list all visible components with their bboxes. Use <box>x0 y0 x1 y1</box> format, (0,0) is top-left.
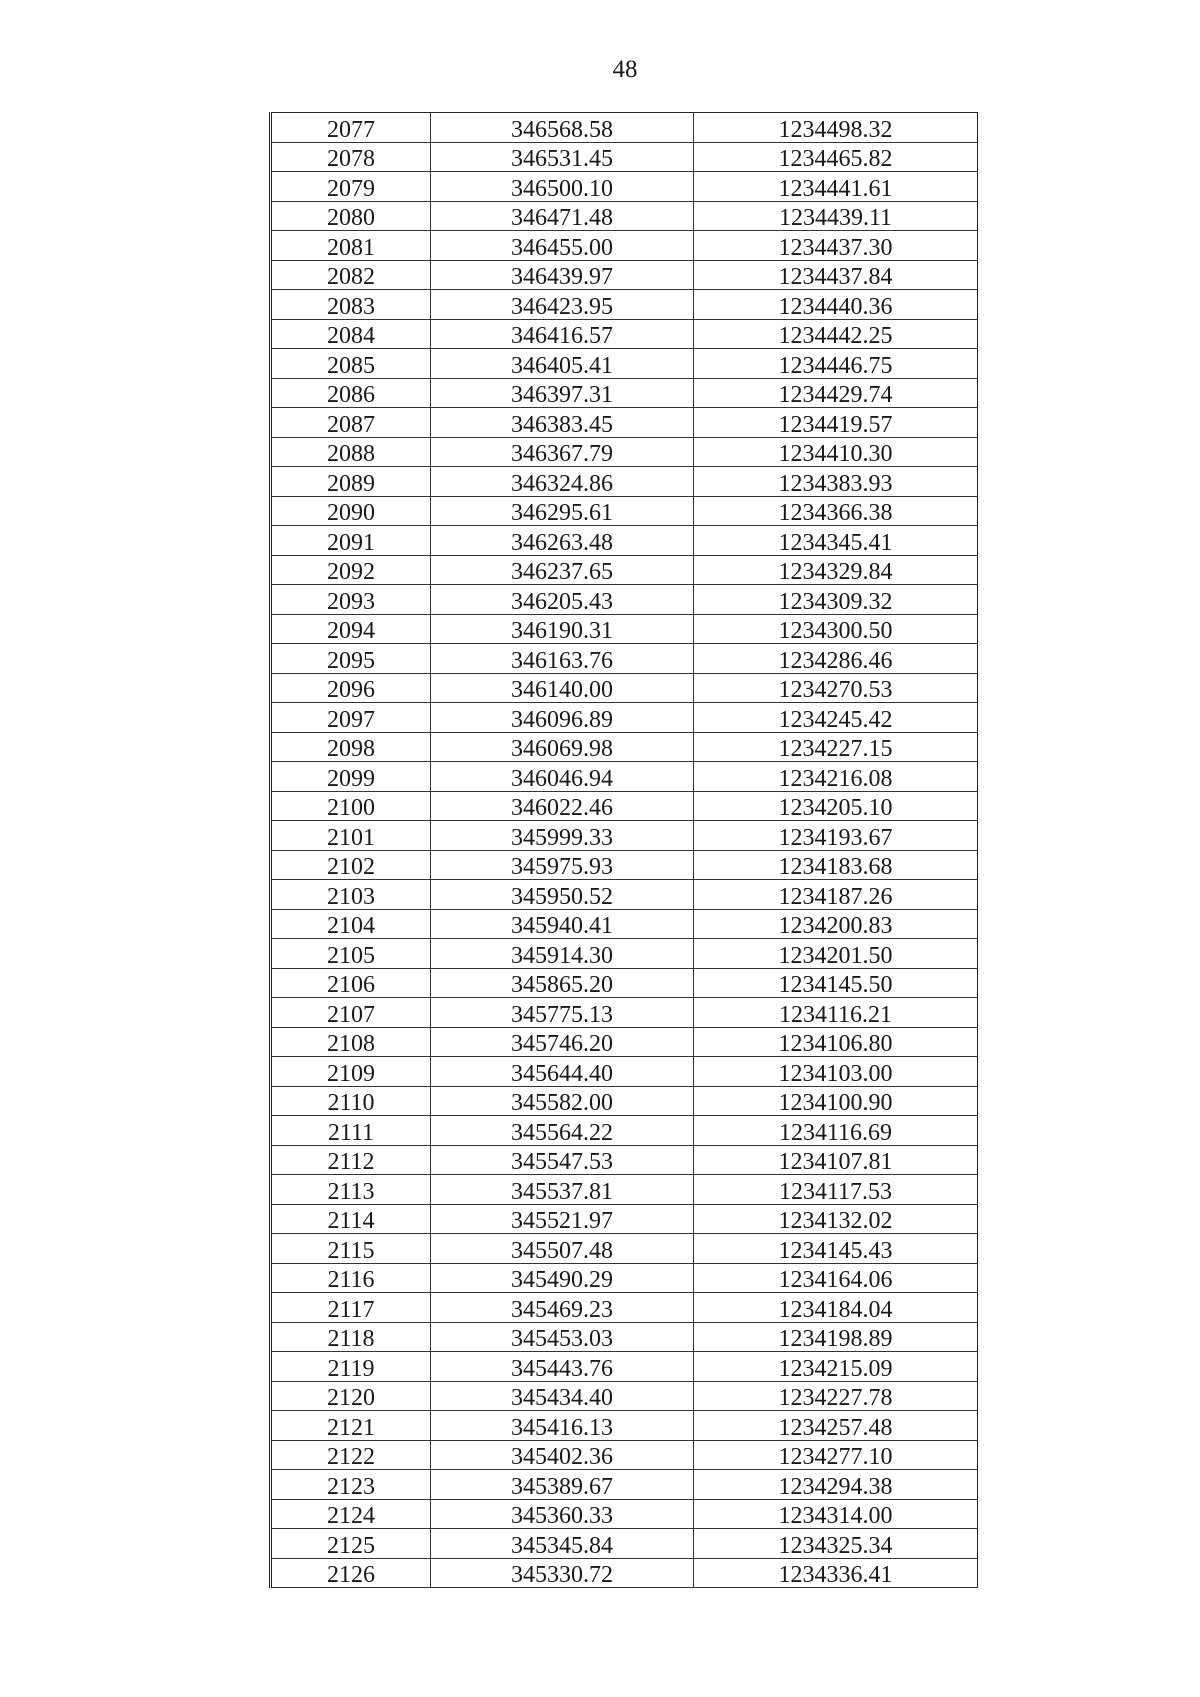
x-coordinate-cell: 346163.76 <box>431 644 694 674</box>
y-coordinate-cell: 1234200.83 <box>694 909 978 939</box>
point-number-cell: 2124 <box>271 1499 431 1529</box>
point-number-cell: 2097 <box>271 703 431 733</box>
table-row <box>271 1470 978 1500</box>
y-coordinate-cell: 1234309.32 <box>694 585 978 615</box>
point-number-cell: 2110 <box>271 1086 431 1116</box>
x-coordinate-cell: 346423.95 <box>431 290 694 320</box>
point-number-cell: 2116 <box>271 1263 431 1293</box>
table-row <box>271 408 978 438</box>
y-coordinate-cell: 1234205.10 <box>694 791 978 821</box>
y-coordinate-cell: 1234329.84 <box>694 555 978 585</box>
y-coordinate-cell: 1234193.67 <box>694 821 978 851</box>
y-coordinate-cell: 1234439.11 <box>694 201 978 231</box>
table-row <box>271 1145 978 1175</box>
y-coordinate-cell: 1234116.21 <box>694 998 978 1028</box>
y-coordinate-cell: 1234437.84 <box>694 260 978 290</box>
point-number-cell: 2081 <box>271 231 431 261</box>
point-number-cell: 2078 <box>271 142 431 172</box>
y-coordinate-cell: 1234187.26 <box>694 880 978 910</box>
y-coordinate-cell: 1234245.42 <box>694 703 978 733</box>
y-coordinate-cell: 1234103.00 <box>694 1057 978 1087</box>
x-coordinate-cell: 345582.00 <box>431 1086 694 1116</box>
point-number-cell: 2095 <box>271 644 431 674</box>
table-row <box>271 1529 978 1559</box>
y-coordinate-cell: 1234215.09 <box>694 1352 978 1382</box>
point-number-cell: 2108 <box>271 1027 431 1057</box>
y-coordinate-cell: 1234116.69 <box>694 1116 978 1146</box>
point-number-cell: 2125 <box>271 1529 431 1559</box>
point-number-cell: 2126 <box>271 1558 431 1588</box>
x-coordinate-cell: 346531.45 <box>431 142 694 172</box>
x-coordinate-cell: 346439.97 <box>431 260 694 290</box>
x-coordinate-cell: 346455.00 <box>431 231 694 261</box>
point-number-cell: 2121 <box>271 1411 431 1441</box>
point-number-cell: 2122 <box>271 1440 431 1470</box>
table-row <box>271 850 978 880</box>
point-number-cell: 2082 <box>271 260 431 290</box>
x-coordinate-cell: 346190.31 <box>431 614 694 644</box>
table-row <box>271 1234 978 1264</box>
y-coordinate-cell: 1234106.80 <box>694 1027 978 1057</box>
point-number-cell: 2111 <box>271 1116 431 1146</box>
point-number-cell: 2093 <box>271 585 431 615</box>
x-coordinate-cell: 345914.30 <box>431 939 694 969</box>
table-row <box>271 260 978 290</box>
table-row <box>271 1499 978 1529</box>
point-number-cell: 2115 <box>271 1234 431 1264</box>
y-coordinate-cell: 1234117.53 <box>694 1175 978 1205</box>
x-coordinate-cell: 345416.13 <box>431 1411 694 1441</box>
point-number-cell: 2084 <box>271 319 431 349</box>
table-row <box>271 998 978 1028</box>
x-coordinate-cell: 345564.22 <box>431 1116 694 1146</box>
table-row <box>271 172 978 202</box>
table-row <box>271 1204 978 1234</box>
x-coordinate-cell: 346295.61 <box>431 496 694 526</box>
y-coordinate-cell: 1234314.00 <box>694 1499 978 1529</box>
y-coordinate-cell: 1234441.61 <box>694 172 978 202</box>
x-coordinate-cell: 345330.72 <box>431 1558 694 1588</box>
x-coordinate-cell: 345537.81 <box>431 1175 694 1205</box>
table-row <box>271 968 978 998</box>
table-row <box>271 1558 978 1588</box>
table-row <box>271 585 978 615</box>
y-coordinate-cell: 1234429.74 <box>694 378 978 408</box>
point-number-cell: 2086 <box>271 378 431 408</box>
point-number-cell: 2098 <box>271 732 431 762</box>
table-row <box>271 1027 978 1057</box>
coordinates-table-body <box>271 113 978 1588</box>
point-number-cell: 2104 <box>271 909 431 939</box>
x-coordinate-cell: 345644.40 <box>431 1057 694 1087</box>
y-coordinate-cell: 1234107.81 <box>694 1145 978 1175</box>
point-number-cell: 2123 <box>271 1470 431 1500</box>
table-row <box>271 319 978 349</box>
point-number-cell: 2090 <box>271 496 431 526</box>
table-row <box>271 555 978 585</box>
table-row <box>271 880 978 910</box>
point-number-cell: 2100 <box>271 791 431 821</box>
x-coordinate-cell: 345940.41 <box>431 909 694 939</box>
table-row <box>271 644 978 674</box>
y-coordinate-cell: 1234498.32 <box>694 113 978 143</box>
table-row <box>271 437 978 467</box>
x-coordinate-cell: 346046.94 <box>431 762 694 792</box>
y-coordinate-cell: 1234132.02 <box>694 1204 978 1234</box>
y-coordinate-cell: 1234145.50 <box>694 968 978 998</box>
y-coordinate-cell: 1234442.25 <box>694 319 978 349</box>
x-coordinate-cell: 345389.67 <box>431 1470 694 1500</box>
x-coordinate-cell: 345975.93 <box>431 850 694 880</box>
x-coordinate-cell: 345865.20 <box>431 968 694 998</box>
y-coordinate-cell: 1234184.04 <box>694 1293 978 1323</box>
x-coordinate-cell: 346324.86 <box>431 467 694 497</box>
x-coordinate-cell: 346069.98 <box>431 732 694 762</box>
x-coordinate-cell: 345360.33 <box>431 1499 694 1529</box>
point-number-cell: 2102 <box>271 850 431 880</box>
y-coordinate-cell: 1234183.68 <box>694 850 978 880</box>
point-number-cell: 2091 <box>271 526 431 556</box>
point-number-cell: 2106 <box>271 968 431 998</box>
table-row <box>271 1293 978 1323</box>
y-coordinate-cell: 1234440.36 <box>694 290 978 320</box>
x-coordinate-cell: 345775.13 <box>431 998 694 1028</box>
x-coordinate-cell: 345521.97 <box>431 1204 694 1234</box>
table-row <box>271 1322 978 1352</box>
table-row <box>271 703 978 733</box>
table-row <box>271 1086 978 1116</box>
x-coordinate-cell: 346022.46 <box>431 791 694 821</box>
table-row <box>271 113 978 143</box>
table-row <box>271 1411 978 1441</box>
x-coordinate-cell: 345443.76 <box>431 1352 694 1382</box>
x-coordinate-cell: 346096.89 <box>431 703 694 733</box>
table-row <box>271 231 978 261</box>
point-number-cell: 2087 <box>271 408 431 438</box>
point-number-cell: 2114 <box>271 1204 431 1234</box>
point-number-cell: 2120 <box>271 1381 431 1411</box>
x-coordinate-cell: 346405.41 <box>431 349 694 379</box>
point-number-cell: 2101 <box>271 821 431 851</box>
point-number-cell: 2118 <box>271 1322 431 1352</box>
x-coordinate-cell: 346397.31 <box>431 378 694 408</box>
point-number-cell: 2119 <box>271 1352 431 1382</box>
table-row <box>271 349 978 379</box>
point-number-cell: 2117 <box>271 1293 431 1323</box>
x-coordinate-cell: 345402.36 <box>431 1440 694 1470</box>
x-coordinate-cell: 345434.40 <box>431 1381 694 1411</box>
x-coordinate-cell: 346471.48 <box>431 201 694 231</box>
y-coordinate-cell: 1234446.75 <box>694 349 978 379</box>
y-coordinate-cell: 1234286.46 <box>694 644 978 674</box>
y-coordinate-cell: 1234100.90 <box>694 1086 978 1116</box>
x-coordinate-cell: 346237.65 <box>431 555 694 585</box>
table-row <box>271 290 978 320</box>
table-row <box>271 201 978 231</box>
y-coordinate-cell: 1234294.38 <box>694 1470 978 1500</box>
y-coordinate-cell: 1234257.48 <box>694 1411 978 1441</box>
table-row <box>271 1381 978 1411</box>
x-coordinate-cell: 345453.03 <box>431 1322 694 1352</box>
point-number-cell: 2099 <box>271 762 431 792</box>
y-coordinate-cell: 1234216.08 <box>694 762 978 792</box>
point-number-cell: 2079 <box>271 172 431 202</box>
y-coordinate-cell: 1234227.15 <box>694 732 978 762</box>
table-row <box>271 1352 978 1382</box>
point-number-cell: 2083 <box>271 290 431 320</box>
point-number-cell: 2109 <box>271 1057 431 1087</box>
x-coordinate-cell: 345547.53 <box>431 1145 694 1175</box>
table-row <box>271 762 978 792</box>
point-number-cell: 2089 <box>271 467 431 497</box>
page-number: 48 <box>612 56 638 83</box>
point-number-cell: 2105 <box>271 939 431 969</box>
x-coordinate-cell: 346416.57 <box>431 319 694 349</box>
table-row <box>271 467 978 497</box>
x-coordinate-cell: 346568.58 <box>431 113 694 143</box>
x-coordinate-cell: 345345.84 <box>431 1529 694 1559</box>
x-coordinate-cell: 346367.79 <box>431 437 694 467</box>
x-coordinate-cell: 345469.23 <box>431 1293 694 1323</box>
x-coordinate-cell: 345746.20 <box>431 1027 694 1057</box>
point-number-cell: 2103 <box>271 880 431 910</box>
point-number-cell: 2112 <box>271 1145 431 1175</box>
y-coordinate-cell: 1234227.78 <box>694 1381 978 1411</box>
y-coordinate-cell: 1234270.53 <box>694 673 978 703</box>
x-coordinate-cell: 346205.43 <box>431 585 694 615</box>
table-row <box>271 1440 978 1470</box>
y-coordinate-cell: 1234277.10 <box>694 1440 978 1470</box>
y-coordinate-cell: 1234419.57 <box>694 408 978 438</box>
coordinates-table <box>269 112 978 1588</box>
y-coordinate-cell: 1234336.41 <box>694 1558 978 1588</box>
x-coordinate-cell: 345490.29 <box>431 1263 694 1293</box>
x-coordinate-cell: 346140.00 <box>431 673 694 703</box>
table-row <box>271 732 978 762</box>
point-number-cell: 2113 <box>271 1175 431 1205</box>
table-row <box>271 378 978 408</box>
x-coordinate-cell: 345507.48 <box>431 1234 694 1264</box>
table-row <box>271 909 978 939</box>
x-coordinate-cell: 346383.45 <box>431 408 694 438</box>
x-coordinate-cell: 346263.48 <box>431 526 694 556</box>
point-number-cell: 2107 <box>271 998 431 1028</box>
y-coordinate-cell: 1234366.38 <box>694 496 978 526</box>
table-row <box>271 939 978 969</box>
y-coordinate-cell: 1234198.89 <box>694 1322 978 1352</box>
point-number-cell: 2080 <box>271 201 431 231</box>
y-coordinate-cell: 1234465.82 <box>694 142 978 172</box>
table-row <box>271 614 978 644</box>
point-number-cell: 2088 <box>271 437 431 467</box>
point-number-cell: 2096 <box>271 673 431 703</box>
y-coordinate-cell: 1234201.50 <box>694 939 978 969</box>
x-coordinate-cell: 346500.10 <box>431 172 694 202</box>
y-coordinate-cell: 1234325.34 <box>694 1529 978 1559</box>
y-coordinate-cell: 1234345.41 <box>694 526 978 556</box>
y-coordinate-cell: 1234437.30 <box>694 231 978 261</box>
y-coordinate-cell: 1234145.43 <box>694 1234 978 1264</box>
table-row <box>271 1175 978 1205</box>
point-number-cell: 2077 <box>271 113 431 143</box>
point-number-cell: 2092 <box>271 555 431 585</box>
point-number-cell: 2085 <box>271 349 431 379</box>
y-coordinate-cell: 1234383.93 <box>694 467 978 497</box>
x-coordinate-cell: 345999.33 <box>431 821 694 851</box>
y-coordinate-cell: 1234164.06 <box>694 1263 978 1293</box>
table-row <box>271 142 978 172</box>
y-coordinate-cell: 1234300.50 <box>694 614 978 644</box>
table-row <box>271 496 978 526</box>
table-row <box>271 1057 978 1087</box>
table-row <box>271 791 978 821</box>
table-row <box>271 673 978 703</box>
table-row <box>271 526 978 556</box>
table-row <box>271 1116 978 1146</box>
point-number-cell: 2094 <box>271 614 431 644</box>
x-coordinate-cell: 345950.52 <box>431 880 694 910</box>
table-row <box>271 821 978 851</box>
y-coordinate-cell: 1234410.30 <box>694 437 978 467</box>
table-row <box>271 1263 978 1293</box>
